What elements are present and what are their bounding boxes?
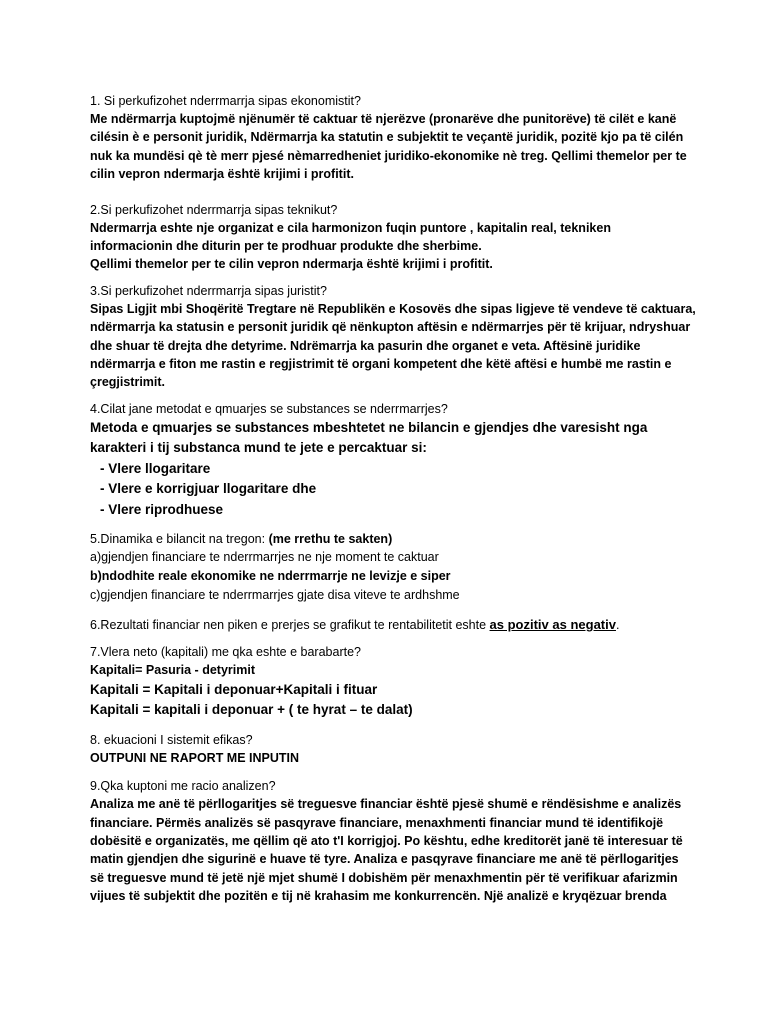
answer-line: nuk ka mundësi qè tè merr pjesé nèmarredheniet juridiko-ekonomike nè treg. Qellimi themelor per te — [90, 148, 687, 163]
options-5 — [90, 548, 690, 605]
answer-line: vijues të subjektit dhe pozitën e tij në krahasim me konkurrencën. Një analizë e kryqëzuar brenda — [90, 889, 667, 904]
answer-line: Ndermarrja eshte nje organizat e cila harmonizon fuqin puntore , kapitalin real, tekniken — [90, 220, 611, 235]
question-5 — [90, 530, 690, 548]
option-b: b)ndodhite reale ekonomike ne nderrmarrje ne levizje e siper — [90, 569, 451, 584]
question-3: 3.Si perkufizohet nderrmarrja sipas juristit? — [90, 283, 327, 298]
option-a: a)gjendjen financiare te nderrmarrjes ne nje moment te caktuar — [90, 550, 439, 565]
question-7: 7.Vlera neto (kapitali) me qka eshte e barabarte? — [90, 645, 361, 660]
list-item: - Vlere riprodhuese — [100, 501, 224, 517]
answer-2 — [90, 219, 690, 274]
answer-line: Me ndërmarrja kuptojmë njënumër të caktuar të njerëzve (pronarëve dhe punitorëve) të cilët e kanë — [90, 112, 677, 126]
answer-7 — [90, 661, 690, 679]
section-2 — [90, 201, 690, 274]
section-5 — [90, 530, 690, 605]
answer-4 — [90, 418, 690, 521]
answer-9 — [90, 795, 690, 905]
answer-line: informacionin dhe diturin per te prodhuar produkte dhe sherbime. — [90, 239, 482, 254]
section-4 — [90, 400, 690, 521]
question-6-text: 6.Rezultati financiar nen piken e prerjes se grafikut te rentabilitetit eshte — [90, 618, 490, 633]
list-item: - Vlere e korrigjuar llogaritare dhe — [100, 481, 317, 497]
answer-line: ndërmarrja e fiton me rastin e regjistrimit të organi kompetent dhe këtë aftësi e humbë me rastin e — [90, 357, 672, 372]
answer-7-formulas — [90, 680, 690, 721]
section-8 — [90, 731, 690, 767]
answer-line: matin gjendjen dhe sigurinë e huave të tyre. Analiza e pasqyrave financiare me anë të përllogaritjes — [90, 852, 679, 867]
section-1 — [90, 92, 690, 184]
question-6-tail: . — [615, 618, 620, 633]
answer-line: dhe shuar të drejta dhe detyrime. Ndrëmarrja ka pasurin dhe organet e veta. Aftësinë juridike — [90, 338, 641, 353]
answer-line: së treguesve mund të jetë një mjet shumë I dobishëm për menaxhmentin për të verifikuar afarizmin — [90, 870, 678, 885]
answer-line: çregjistrimit. — [90, 375, 166, 390]
question-8: 8. ekuacioni I sistemit efikas? — [90, 732, 253, 747]
answer-8 — [90, 749, 690, 767]
method-list — [90, 459, 690, 521]
answer-6: as pozitiv as negativ — [489, 617, 616, 633]
section-3 — [90, 282, 696, 392]
answer-line: Qellimi themelor per te cilin vepron ndermarja është krijimi i profitit. — [90, 257, 493, 272]
question-9: 9.Qka kuptoni me racio analizen? — [90, 779, 276, 794]
list-item: - Vlere llogaritare — [100, 460, 211, 476]
question-1: 1. Si perkufizohet nderrmarrja sipas ekonomistit? — [90, 94, 361, 108]
document-page — [90, 92, 696, 906]
section-6 — [90, 616, 690, 634]
answer-line: cilin vepron ndermarja është krijimi i profitit. — [90, 167, 354, 182]
answer-line: OUTPUNI NE RAPORT ME INPUTIN — [90, 750, 300, 765]
option-c: c)gjendjen financiare te nderrmarrjes gjate disa viteve te ardhshme — [90, 588, 460, 603]
answer-line: Metoda e qmuarjes se substances mbeshtetet ne bilancin e gjendjes dhe varesisht nga — [90, 419, 648, 435]
question-5-instruction: (me rrethu te sakten) — [265, 532, 393, 547]
answer-line: cilésin è e personit juridik, Ndërmarrja ka statutin e subjektit te veçantë juridik, pozitë kjo pa të cilén — [90, 130, 684, 145]
answer-line: Kapitali= Pasuria - detyrimit — [90, 663, 255, 678]
formula-line: Kapitali = Kapitali i deponuar+Kapitali i fituar — [90, 681, 378, 697]
answer-line: dobësitë e organizatës, me qëllim që ato t'I korrigjoj. Po kështu, edhe kreditorët janë të interesuar të — [90, 834, 683, 848]
question-5-text: 5.Dinamika e bilancit na tregon: — [90, 532, 266, 547]
question-2: 2.Si perkufizohet nderrmarrja sipas teknikut? — [90, 202, 338, 217]
answer-line: karakteri i tij substanca mund te jete e percaktuar si: — [90, 440, 427, 456]
answer-1 — [90, 110, 690, 184]
question-6 — [90, 616, 690, 634]
section-9 — [90, 777, 690, 905]
answer-line: financiare. Përmës analizës së pasqyrave financiare, menaxhmenti financiar mund të identifikojë — [90, 815, 664, 830]
answer-line: Analiza me anë të përllogaritjes së treguesve financiar është pjesë shumë e rëndësishme e analizës — [90, 797, 682, 812]
answer-line: ndërmarrja ka statusin e personit juridik që nënkupton aftësin e ndërmarrjes për të krijuar, ndryshuar — [90, 320, 691, 335]
answer-line: Sipas Ligjit mbi Shoqëritë Tregtare në Republikën e Kosovës dhe sipas ligjeve të vendeve të caktuara, — [90, 301, 696, 316]
formula-line: Kapitali = kapitali i deponuar + ( te hyrat – te dalat) — [90, 702, 413, 718]
answer-3 — [90, 300, 696, 392]
section-7 — [90, 643, 690, 720]
question-4: 4.Cilat jane metodat e qmuarjes se substances se nderrmarrjes? — [90, 401, 448, 416]
